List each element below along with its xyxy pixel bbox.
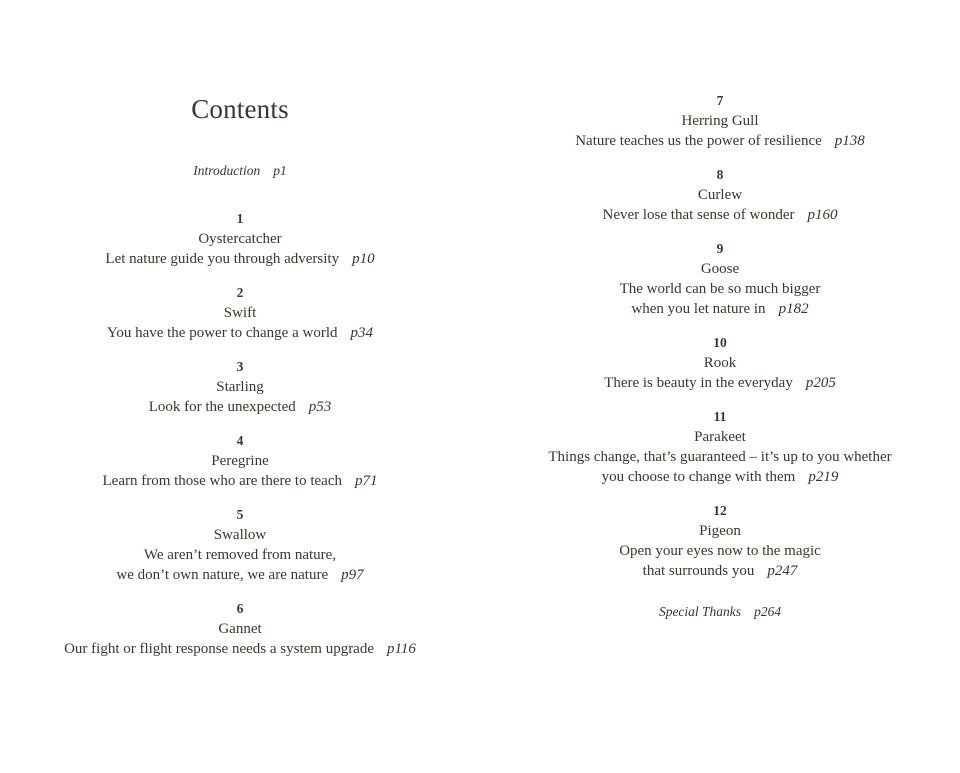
introduction-entry[interactable]: [0, 161, 480, 181]
chapter-number: 10: [713, 335, 727, 350]
chapter-subtitle: we don’t own nature, we are nature: [116, 567, 329, 583]
chapter-name: Herring Gull: [681, 113, 759, 129]
chapter-number: 6: [236, 601, 244, 616]
chapter-page: p205: [805, 375, 836, 391]
chapter-number: 4: [236, 433, 244, 448]
introduction-label: Introduction: [193, 163, 261, 178]
chapter-subtitle: Our fight or flight response needs a system upgrade: [64, 641, 375, 657]
chapter-name: Rook: [703, 355, 737, 371]
chapter-subtitle: We aren’t removed from nature,: [143, 547, 337, 563]
chapter-page: p10: [352, 251, 375, 267]
chapter-subtitle: Open your eyes now to the magic: [619, 543, 821, 559]
chapter-subtitle: There is beauty in the everyday: [604, 375, 793, 391]
chapter-number: 9: [716, 241, 724, 256]
special-thanks-label: Special Thanks: [658, 604, 742, 619]
special-thanks-entry[interactable]: [480, 602, 960, 622]
chapter-name: Curlew: [697, 187, 743, 203]
chapter-page: p138: [834, 133, 865, 149]
chapter-entry-3[interactable]: [0, 357, 480, 417]
chapter-page: p71: [354, 473, 378, 489]
chapter-name: Peregrine: [211, 453, 269, 469]
chapter-entry-11[interactable]: [480, 407, 960, 487]
chapter-page: p160: [807, 207, 838, 223]
chapter-name: Parakeet: [694, 429, 746, 445]
chapter-name: Oystercatcher: [198, 231, 282, 247]
chapter-page: p219: [808, 469, 839, 485]
chapter-number: 11: [713, 409, 727, 424]
chapter-name: Swallow: [213, 527, 267, 543]
chapter-subtitle: Let nature guide you through adversity: [105, 251, 340, 267]
page-title: Contents: [191, 94, 289, 124]
chapter-subtitle: that surrounds you: [642, 563, 755, 579]
special-thanks-page: p264: [754, 604, 782, 619]
chapter-name: Swift: [223, 305, 257, 321]
chapter-entry-4[interactable]: [0, 431, 480, 491]
chapter-page: p116: [387, 641, 416, 657]
chapter-number: 5: [236, 507, 244, 522]
chapter-number: 2: [236, 285, 244, 300]
chapter-page: p53: [308, 399, 332, 415]
chapter-subtitle: you choose to change with them: [601, 469, 796, 485]
chapter-subtitle: Look for the unexpected: [148, 399, 296, 415]
chapter-name: Pigeon: [699, 523, 741, 539]
chapter-entry-9[interactable]: [480, 239, 960, 319]
chapter-number: 8: [716, 167, 724, 182]
chapter-entry-8[interactable]: [480, 165, 960, 225]
chapter-entry-6[interactable]: [0, 599, 480, 659]
chapter-subtitle: You have the power to change a world: [106, 325, 338, 341]
chapter-subtitle: Learn from those who are there to teach: [102, 473, 342, 489]
chapter-page: p182: [778, 301, 809, 317]
chapter-name: Goose: [700, 261, 740, 277]
chapter-number: 3: [236, 359, 244, 374]
chapter-entry-5[interactable]: [0, 505, 480, 585]
chapter-subtitle: Things change, that’s guaranteed – it’s up to you whether: [548, 449, 892, 465]
introduction-page: p1: [273, 163, 287, 178]
chapter-page: p34: [350, 325, 373, 341]
chapter-entry-1[interactable]: [0, 209, 480, 269]
chapter-entry-12[interactable]: [480, 501, 960, 581]
chapter-entry-2[interactable]: [0, 283, 480, 343]
chapter-page: p247: [767, 563, 798, 579]
chapter-number: 7: [716, 93, 724, 108]
chapter-number: 1: [236, 211, 244, 226]
chapter-subtitle: Never lose that sense of wonder: [602, 207, 795, 223]
chapter-subtitle: The world can be so much bigger: [619, 281, 821, 297]
chapter-subtitle: Nature teaches us the power of resilience: [575, 133, 822, 149]
chapter-name: Starling: [216, 379, 264, 395]
chapter-number: 12: [713, 503, 727, 518]
chapter-page: p97: [341, 567, 364, 583]
chapter-subtitle: when you let nature in: [631, 301, 766, 317]
chapter-entry-7[interactable]: [480, 91, 960, 151]
chapter-entry-10[interactable]: [480, 333, 960, 393]
chapter-name: Gannet: [218, 621, 262, 637]
